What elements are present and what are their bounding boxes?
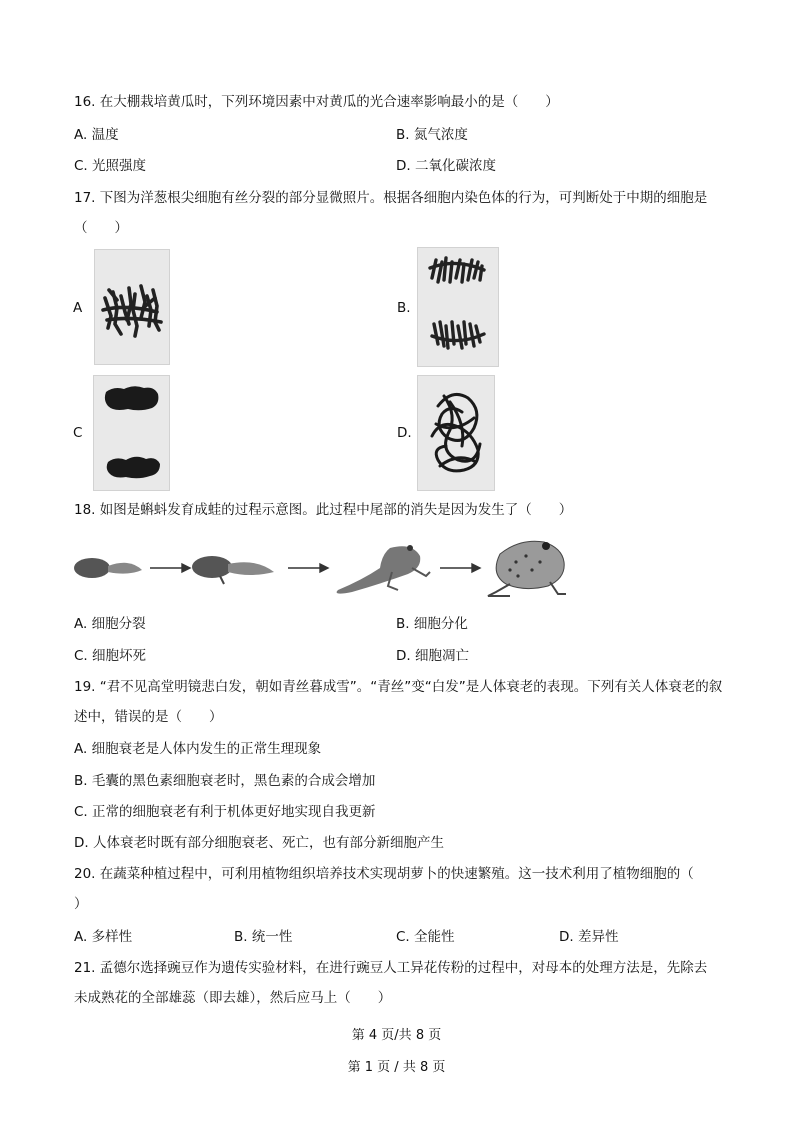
micrograph-b	[417, 247, 499, 367]
outer-page-number: 第 1 页 / 共 8 页	[347, 1060, 446, 1075]
q18-option-c: C. 细胞坏死	[74, 648, 147, 664]
tadpole-stage-1	[74, 558, 142, 578]
q17-label-a: A	[73, 300, 83, 316]
q18-option-d: D. 细胞凋亡	[396, 648, 469, 664]
q21-stem-line1: 21. 孟德尔选择豌豆作为遗传实验材料，在进行豌豆人工异花传粉的过程中，对母本的处理方法是，先除去	[74, 960, 708, 976]
q20-stem-line1: 20. 在蔬菜种植过程中，可利用植物组织培养技术实现胡萝卜的快速繁殖。这一技术利用了植物细胞的（	[74, 866, 694, 882]
q17-label-c: C	[73, 425, 83, 441]
tadpole-stage-2	[192, 556, 274, 584]
tadpole-to-frog-diagram	[70, 532, 570, 602]
q19-option-c: C. 正常的细胞衰老有利于机体更好地实现自我更新	[74, 804, 376, 820]
q19-stem-line1: 19. “君不见高堂明镜悲白发，朝如青丝暮成雪”。“青丝”变“白发”是人体衰老的表现。下列有关人体衰老的叙	[74, 679, 723, 695]
q21-stem-line2: 未成熟花的全部雄蕊（即去雄），然后应马上（ ）	[74, 990, 392, 1006]
micrograph-a	[94, 249, 170, 365]
q16-option-b: B. 氮气浓度	[396, 127, 468, 143]
arrow-1	[150, 564, 190, 572]
q20-option-c: C. 全能性	[396, 929, 455, 945]
q18-option-a: A. 细胞分裂	[74, 616, 146, 632]
q17-label-d: D.	[397, 425, 412, 441]
q20-option-b: B. 统一性	[234, 929, 293, 945]
q18-stem: 18. 如图是蝌蚪发育成蛙的过程示意图。此过程中尾部的消失是因为发生了（ ）	[74, 502, 573, 518]
q16-option-c: C. 光照强度	[74, 158, 147, 174]
adult-frog-stage-4	[488, 541, 566, 596]
arrow-2	[288, 564, 328, 572]
q19-option-d: D. 人体衰老时既有部分细胞衰老、死亡，也有部分新细胞产生	[74, 835, 444, 851]
q17-stem-line2: （ ）	[74, 220, 128, 236]
q20-stem-line2: ）	[74, 896, 88, 912]
arrow-3	[440, 564, 480, 572]
micrograph-c	[93, 375, 170, 491]
q16-option-a: A. 温度	[74, 127, 119, 143]
q16-stem: 16. 在大棚栽培黄瓜时，下列环境因素中对黄瓜的光合速率影响最小的是（ ）	[74, 94, 559, 110]
micrograph-d	[417, 375, 495, 491]
q19-option-b: B. 毛囊的黑色素细胞衰老时，黑色素的合成会增加	[74, 773, 376, 789]
q16-option-d: D. 二氧化碳浓度	[396, 158, 496, 174]
q19-stem-line2: 述中，错误的是（ ）	[74, 709, 223, 725]
froglet-stage-3	[337, 545, 430, 594]
q17-stem-line1: 17. 下图为洋葱根尖细胞有丝分裂的部分显微照片。根据各细胞内染色体的行为，可判断处于中期的细胞是	[74, 190, 708, 206]
inner-page-number: 第 4 页/共 8 页	[351, 1028, 442, 1043]
q18-option-b: B. 细胞分化	[396, 616, 468, 632]
q20-option-a: A. 多样性	[74, 929, 133, 945]
q20-option-d: D. 差异性	[559, 929, 619, 945]
q19-option-a: A. 细胞衰老是人体内发生的正常生理现象	[74, 741, 322, 757]
q17-label-b: B.	[397, 300, 411, 316]
